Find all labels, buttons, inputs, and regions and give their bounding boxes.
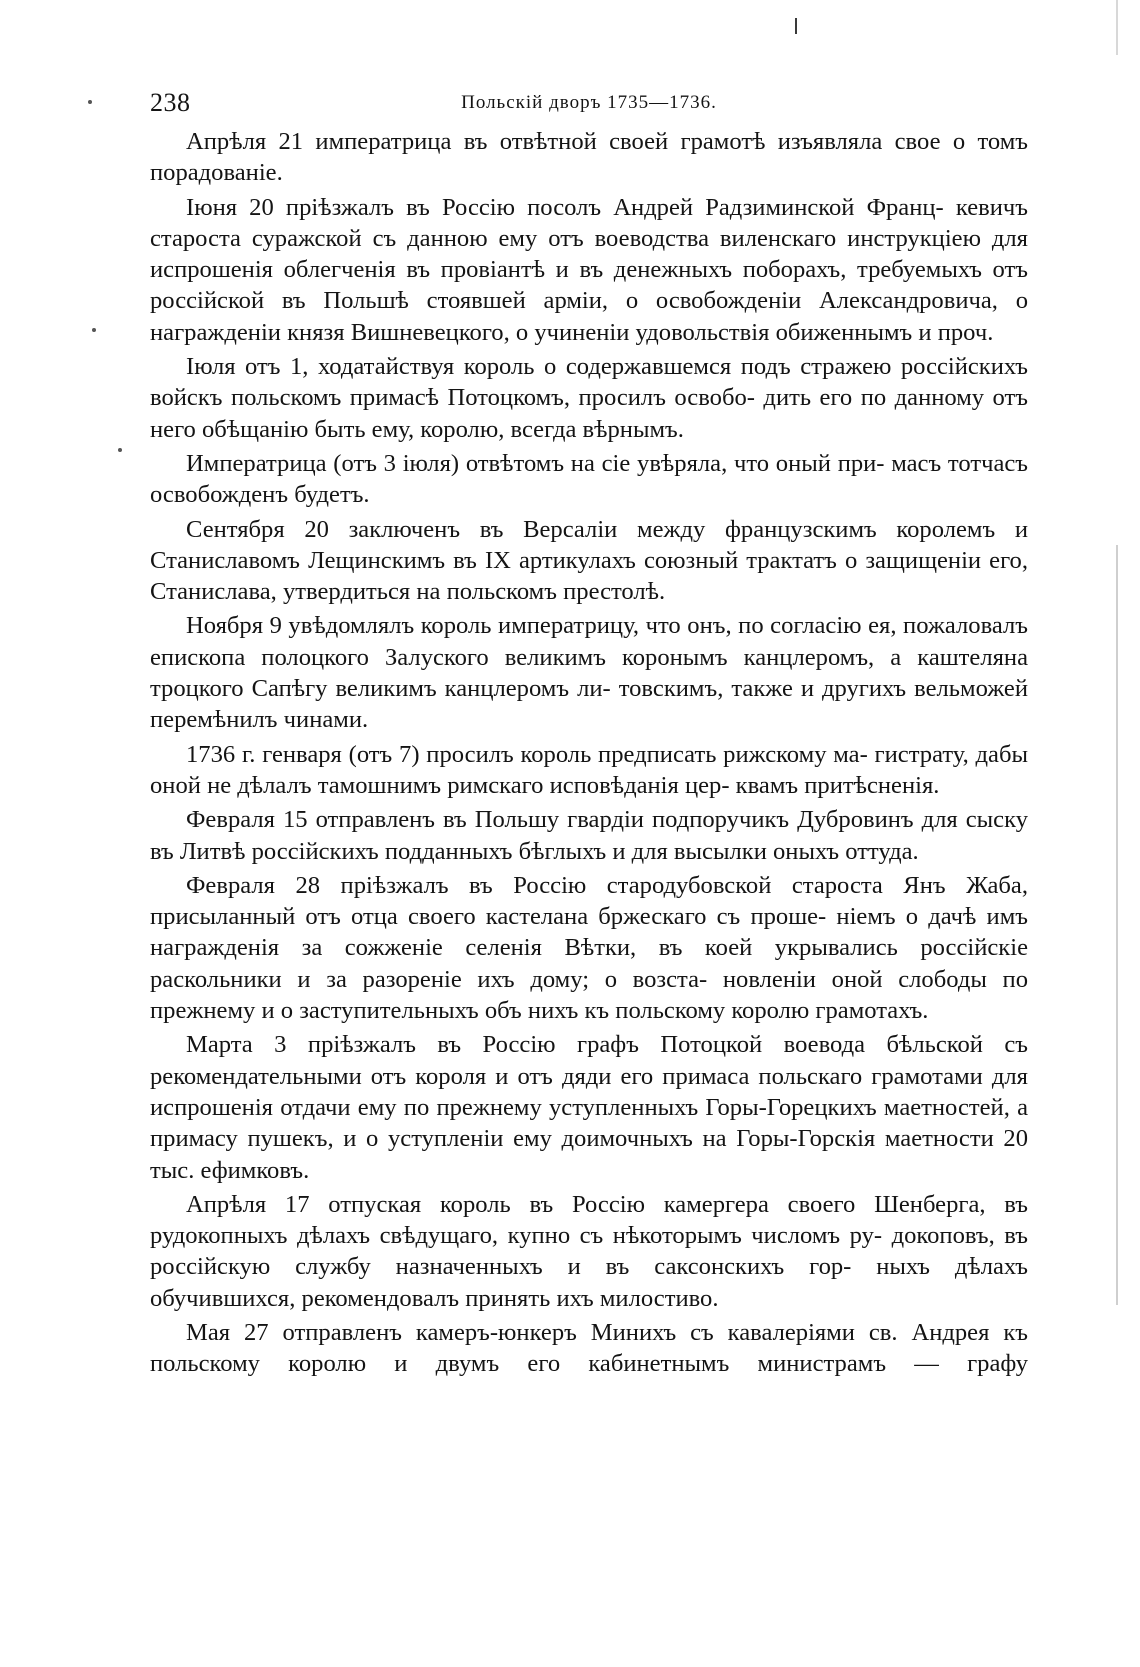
page-number: 238 bbox=[150, 88, 191, 117]
paragraph: Апрѣля 21 императрица въ отвѣтной своей грамотѣ изъявляла свое о томъ порадованіе. bbox=[150, 128, 1028, 187]
paragraph: Ноября 9 увѣдомлялъ король императрицу, что онъ, по согласію ея, пожаловалъ епископа полоцкого Залуского великимъ коронымъ канцлеромъ, а каштеляна троцкого Сапѣгу великимъ канцлеромъ ли- товскимъ, также и другихъ вельможей перемѣнилъ чинами. bbox=[150, 612, 1028, 734]
scan-edge-line-top bbox=[1116, 0, 1118, 55]
paragraph: Іюля отъ 1, ходатайствуя король о содержавшемся подъ стражею россійскихъ войскъ польскомъ примасѣ Потоцкомъ, просилъ освобо- дить его по данному отъ него обѣщанію быть ему, королю, всегда вѣрнымъ. bbox=[150, 353, 1028, 443]
paragraph: Императрица (отъ 3 іюля) отвѣтомъ на сіе увѣряла, что оный при- масъ тотчасъ освобожденъ будетъ. bbox=[150, 449, 1028, 509]
scan-speck bbox=[92, 328, 96, 332]
running-title: Польскій дворъ 1735—1736. bbox=[461, 92, 717, 113]
scan-edge-line bbox=[1116, 545, 1118, 1305]
scan-speck bbox=[88, 100, 92, 104]
paragraph: Февраля 28 пріѣзжалъ въ Россію стародубовской староста Янъ Жаба, присыланный отъ отца своего кастелана бржескаго съ проше- ніемъ о дачѣ имъ награжденія за сожженіе селенія Вѣтки, въ коей укрывались россійскіе раскольники и за разореніе ихъ дому; о возста- новленіи оной слободы по прежнему и о заступительныхъ объ нихъ къ польскому королю грамотахъ. bbox=[150, 871, 1028, 1025]
scan-mark bbox=[795, 18, 797, 34]
paragraph: 1736 г. генваря (отъ 7) просилъ король предписать рижскому ма- гистрату, дабы оной не дѣлалъ тамошнимъ римскаго исповѣданія цер- квамъ притѣсненія. bbox=[150, 740, 1028, 799]
body-text bbox=[150, 126, 1028, 1380]
paragraph: Марта 3 пріѣзжалъ въ Россію графъ Потоцкой воевода бѣльской съ рекомендательными отъ короля и отъ дяди его примаса польскаго грамотами для испрошенія отдачи ему по прежнему уступленныхъ Горы-Горецкихъ маетностей, а примасу пушекъ, и о уступленіи ему доимочныхъ на Горы-Горскія маетности 20 тыс. ефимковъ. bbox=[150, 1031, 1028, 1184]
running-head bbox=[150, 88, 1028, 124]
document-page bbox=[150, 88, 1028, 1383]
paragraph: Апрѣля 17 отпуская король въ Россію камергера своего Шенберга, въ рудокопныхъ дѣлахъ свѣдущаго, купно съ нѣкоторымъ числомъ ру- докоповъ, въ россійскую службу назначенныхъ и въ саксонскихъ гор- ныхъ дѣлахъ обучившихся, рекомендовалъ принять ихъ милостиво. bbox=[150, 1190, 1028, 1312]
paragraph: Іюня 20 пріѣзжалъ въ Россію посолъ Андрей Радзиминской Франц- кевичъ староста суражской съ данною ему отъ воеводства виленскаго инструкціею для испрошенія облегченія въ провіантѣ и въ денежныхъ поборахъ, требуемыхъ отъ россійской въ Польшѣ стоявшей арміи, о освобожденіи Александровича, о награжденіи князя Вишневецкого, о учиненіи удовольствія обиженнымъ и проч. bbox=[150, 193, 1028, 346]
paragraph: Сентября 20 заключенъ въ Версаліи между французскимъ королемъ и Станиславомъ Лещинскимъ въ IX артикулахъ союзный трактатъ о защищеніи его, Станислава, утвердиться на польскомъ престолѣ. bbox=[150, 515, 1028, 606]
paragraph: Мая 27 отправленъ камеръ-юнкеръ Минихъ съ кавалеріями св. Андрея къ польскому королю и двумъ его кабинетнымъ министрамъ — графу bbox=[150, 1318, 1028, 1378]
scan-speck bbox=[118, 448, 122, 452]
paragraph: Февраля 15 отправленъ въ Польшу гвардіи подпоручикъ Дубровинъ для сыску въ Литвѣ россійскихъ подданныхъ бѣглыхъ и для высылки оныхъ оттуда. bbox=[150, 806, 1028, 865]
